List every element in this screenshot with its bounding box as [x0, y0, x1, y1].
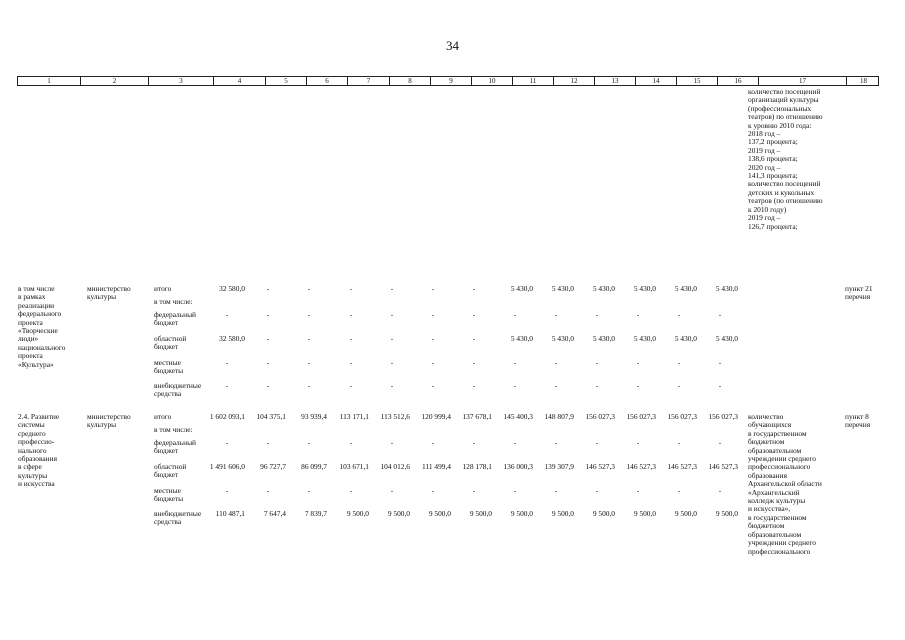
column-header-12: 12: [554, 77, 595, 85]
column-header-2: 2: [81, 77, 149, 85]
value-cell: -: [307, 358, 311, 367]
value-cell: 9 500,0: [551, 509, 574, 518]
column-header-3: 3: [149, 77, 214, 85]
value-cell: -: [225, 310, 229, 319]
value-cell: 139 307,9: [544, 462, 574, 471]
value-cell: 93 939,4: [301, 412, 327, 421]
value-cell: 9 500,0: [510, 509, 533, 518]
value-cell: -: [307, 486, 311, 495]
value-cell: -: [307, 438, 311, 447]
column-header-16: 16: [718, 77, 759, 85]
section-name: в том числе в рамках реализации федерального проекта «Творческие люди» национального проекта «Культура»: [18, 284, 66, 369]
column-header-9: 9: [431, 77, 472, 85]
value-cell: -: [677, 310, 681, 319]
value-cell: -: [431, 381, 435, 390]
value-cell: 32 580,0: [219, 334, 245, 343]
value-cell: 145 400,3: [503, 412, 533, 421]
value-cell: 103 671,1: [339, 462, 369, 471]
page-number: 34: [446, 38, 459, 53]
value-cell: 96 727,7: [260, 462, 286, 471]
value-cell: 156 027,3: [626, 412, 656, 421]
column-header-14: 14: [636, 77, 677, 85]
value-cell: -: [513, 310, 517, 319]
column-header-13: 13: [595, 77, 636, 85]
row-label: внебюджетные средства: [154, 509, 202, 527]
value-cell: 146 527,3: [708, 462, 738, 471]
value-cell: -: [266, 284, 270, 293]
value-cell: 1 602 093,1: [209, 412, 245, 421]
value-cell: -: [349, 310, 353, 319]
value-cell: -: [431, 358, 435, 367]
value-cell: -: [307, 310, 311, 319]
value-cell: -: [554, 358, 558, 367]
value-cell: 9 500,0: [428, 509, 451, 518]
value-cell: 7 839,7: [304, 509, 327, 518]
value-cell: -: [266, 438, 270, 447]
row-label: в том числе:: [154, 297, 193, 306]
value-cell: 5 430,0: [551, 284, 574, 293]
value-cell: 111 499,4: [421, 462, 451, 471]
value-cell: 156 027,3: [585, 412, 615, 421]
value-cell: 5 430,0: [510, 284, 533, 293]
value-cell: -: [513, 486, 517, 495]
value-cell: 104 375,1: [256, 412, 286, 421]
value-cell: -: [595, 358, 599, 367]
value-cell: 146 527,3: [667, 462, 697, 471]
value-cell: -: [349, 486, 353, 495]
value-cell: 9 500,0: [633, 509, 656, 518]
value-cell: -: [472, 284, 476, 293]
column-number-header: [17, 76, 879, 86]
value-cell: -: [390, 334, 394, 343]
value-cell: -: [307, 381, 311, 390]
value-cell: 5 430,0: [551, 334, 574, 343]
value-cell: -: [431, 310, 435, 319]
value-cell: -: [472, 334, 476, 343]
value-cell: -: [513, 438, 517, 447]
value-cell: -: [636, 486, 640, 495]
value-cell: 113 171,1: [339, 412, 369, 421]
column-header-6: 6: [307, 77, 348, 85]
value-cell: -: [718, 358, 722, 367]
value-cell: -: [225, 486, 229, 495]
value-cell: -: [718, 310, 722, 319]
value-cell: 5 430,0: [674, 284, 697, 293]
column-header-10: 10: [472, 77, 513, 85]
value-cell: -: [554, 438, 558, 447]
value-cell: -: [513, 358, 517, 367]
value-cell: -: [718, 438, 722, 447]
value-cell: -: [225, 381, 229, 390]
value-cell: -: [349, 358, 353, 367]
column-header-17: 17: [759, 77, 847, 85]
value-cell: -: [595, 310, 599, 319]
value-cell: -: [349, 334, 353, 343]
column-header-4: 4: [214, 77, 266, 85]
section-executor: министерство культуры: [87, 412, 131, 430]
value-cell: 148 807,9: [544, 412, 574, 421]
value-cell: -: [266, 486, 270, 495]
value-cell: 32 580,0: [219, 284, 245, 293]
value-cell: -: [472, 310, 476, 319]
value-cell: 9 500,0: [715, 509, 738, 518]
column-header-11: 11: [513, 77, 554, 85]
top-indicator-text: количество посещений организаций культуры (профессиональных театров) по отношению к уровню 2010 года: 2018 год – 137,2 процента; 2019 год – 138,6 процента; 2020 год – 141,3 процента; количество посещений детских и кукольных театров (по отношению к 2010 году) 2019 год – 126,7 процента;: [748, 87, 823, 231]
section-executor: министерство культуры: [87, 284, 131, 302]
row-label: областной бюджет: [154, 334, 187, 352]
value-cell: -: [677, 358, 681, 367]
value-cell: 5 430,0: [633, 334, 656, 343]
row-label: федеральный бюджет: [154, 310, 196, 328]
value-cell: 5 430,0: [592, 284, 615, 293]
value-cell: 110 487,1: [215, 509, 245, 518]
section-name: 2.4. Развитие системы среднего профессио- нального образования в сфере культуры и искусства: [18, 412, 60, 489]
value-cell: -: [513, 381, 517, 390]
value-cell: 86 099,7: [301, 462, 327, 471]
value-cell: 7 647,4: [263, 509, 286, 518]
value-cell: -: [472, 358, 476, 367]
value-cell: -: [431, 486, 435, 495]
row-label: местные бюджеты: [154, 358, 184, 376]
value-cell: -: [390, 486, 394, 495]
value-cell: -: [595, 486, 599, 495]
value-cell: -: [472, 486, 476, 495]
row-label: федеральный бюджет: [154, 438, 196, 456]
section-reference: пункт 8 перечня: [845, 412, 871, 430]
column-header-8: 8: [390, 77, 431, 85]
value-cell: 146 527,3: [585, 462, 615, 471]
value-cell: -: [677, 486, 681, 495]
row-label: внебюджетные средства: [154, 381, 202, 399]
value-cell: 146 527,3: [626, 462, 656, 471]
value-cell: -: [636, 358, 640, 367]
value-cell: 5 430,0: [633, 284, 656, 293]
value-cell: -: [595, 381, 599, 390]
value-cell: 9 500,0: [592, 509, 615, 518]
value-cell: -: [636, 310, 640, 319]
value-cell: -: [349, 284, 353, 293]
value-cell: -: [677, 381, 681, 390]
value-cell: -: [636, 438, 640, 447]
value-cell: -: [390, 438, 394, 447]
row-label: областной бюджет: [154, 462, 187, 480]
value-cell: -: [390, 284, 394, 293]
value-cell: -: [636, 381, 640, 390]
value-cell: -: [390, 310, 394, 319]
row-label: в том числе:: [154, 425, 193, 434]
value-cell: -: [718, 381, 722, 390]
value-cell: -: [307, 334, 311, 343]
column-header-1: 1: [18, 77, 81, 85]
value-cell: -: [677, 438, 681, 447]
row-label: итого: [154, 284, 172, 293]
value-cell: 104 012,6: [380, 462, 410, 471]
value-cell: -: [349, 438, 353, 447]
value-cell: 5 430,0: [715, 284, 738, 293]
value-cell: -: [266, 334, 270, 343]
value-cell: 120 999,4: [421, 412, 451, 421]
value-cell: 9 500,0: [674, 509, 697, 518]
value-cell: 5 430,0: [674, 334, 697, 343]
section-reference: пункт 21 перечня: [845, 284, 873, 302]
value-cell: 137 678,1: [462, 412, 492, 421]
column-header-5: 5: [266, 77, 307, 85]
column-header-7: 7: [348, 77, 390, 85]
section-indicator: количество обучающихся в государственном бюджетном образовательном учреждении среднего профессионального образования Архангельской области «Архангельский колледж культуры и искусства», в государственном бюджетном образовательном учреждении среднего профессионального: [748, 412, 822, 556]
value-cell: 156 027,3: [708, 412, 738, 421]
value-cell: 113 512,6: [380, 412, 410, 421]
value-cell: 156 027,3: [667, 412, 697, 421]
value-cell: 5 430,0: [592, 334, 615, 343]
value-cell: -: [266, 381, 270, 390]
value-cell: -: [390, 358, 394, 367]
value-cell: 9 500,0: [469, 509, 492, 518]
value-cell: -: [431, 334, 435, 343]
row-label: местные бюджеты: [154, 486, 184, 504]
value-cell: -: [307, 284, 311, 293]
value-cell: 128 178,1: [462, 462, 492, 471]
value-cell: -: [472, 381, 476, 390]
value-cell: -: [718, 486, 722, 495]
value-cell: 136 000,3: [503, 462, 533, 471]
value-cell: 5 430,0: [510, 334, 533, 343]
value-cell: -: [554, 381, 558, 390]
value-cell: -: [595, 438, 599, 447]
value-cell: -: [472, 438, 476, 447]
column-header-18: 18: [860, 77, 867, 85]
row-label: итого: [154, 412, 172, 421]
value-cell: -: [266, 358, 270, 367]
value-cell: -: [266, 310, 270, 319]
value-cell: -: [349, 381, 353, 390]
value-cell: 9 500,0: [346, 509, 369, 518]
value-cell: -: [554, 310, 558, 319]
column-header-15: 15: [677, 77, 718, 85]
value-cell: 1 491 606,0: [209, 462, 245, 471]
value-cell: -: [390, 381, 394, 390]
value-cell: -: [554, 486, 558, 495]
value-cell: -: [431, 438, 435, 447]
value-cell: -: [431, 284, 435, 293]
value-cell: 9 500,0: [387, 509, 410, 518]
value-cell: 5 430,0: [715, 334, 738, 343]
value-cell: -: [225, 438, 229, 447]
value-cell: -: [225, 358, 229, 367]
